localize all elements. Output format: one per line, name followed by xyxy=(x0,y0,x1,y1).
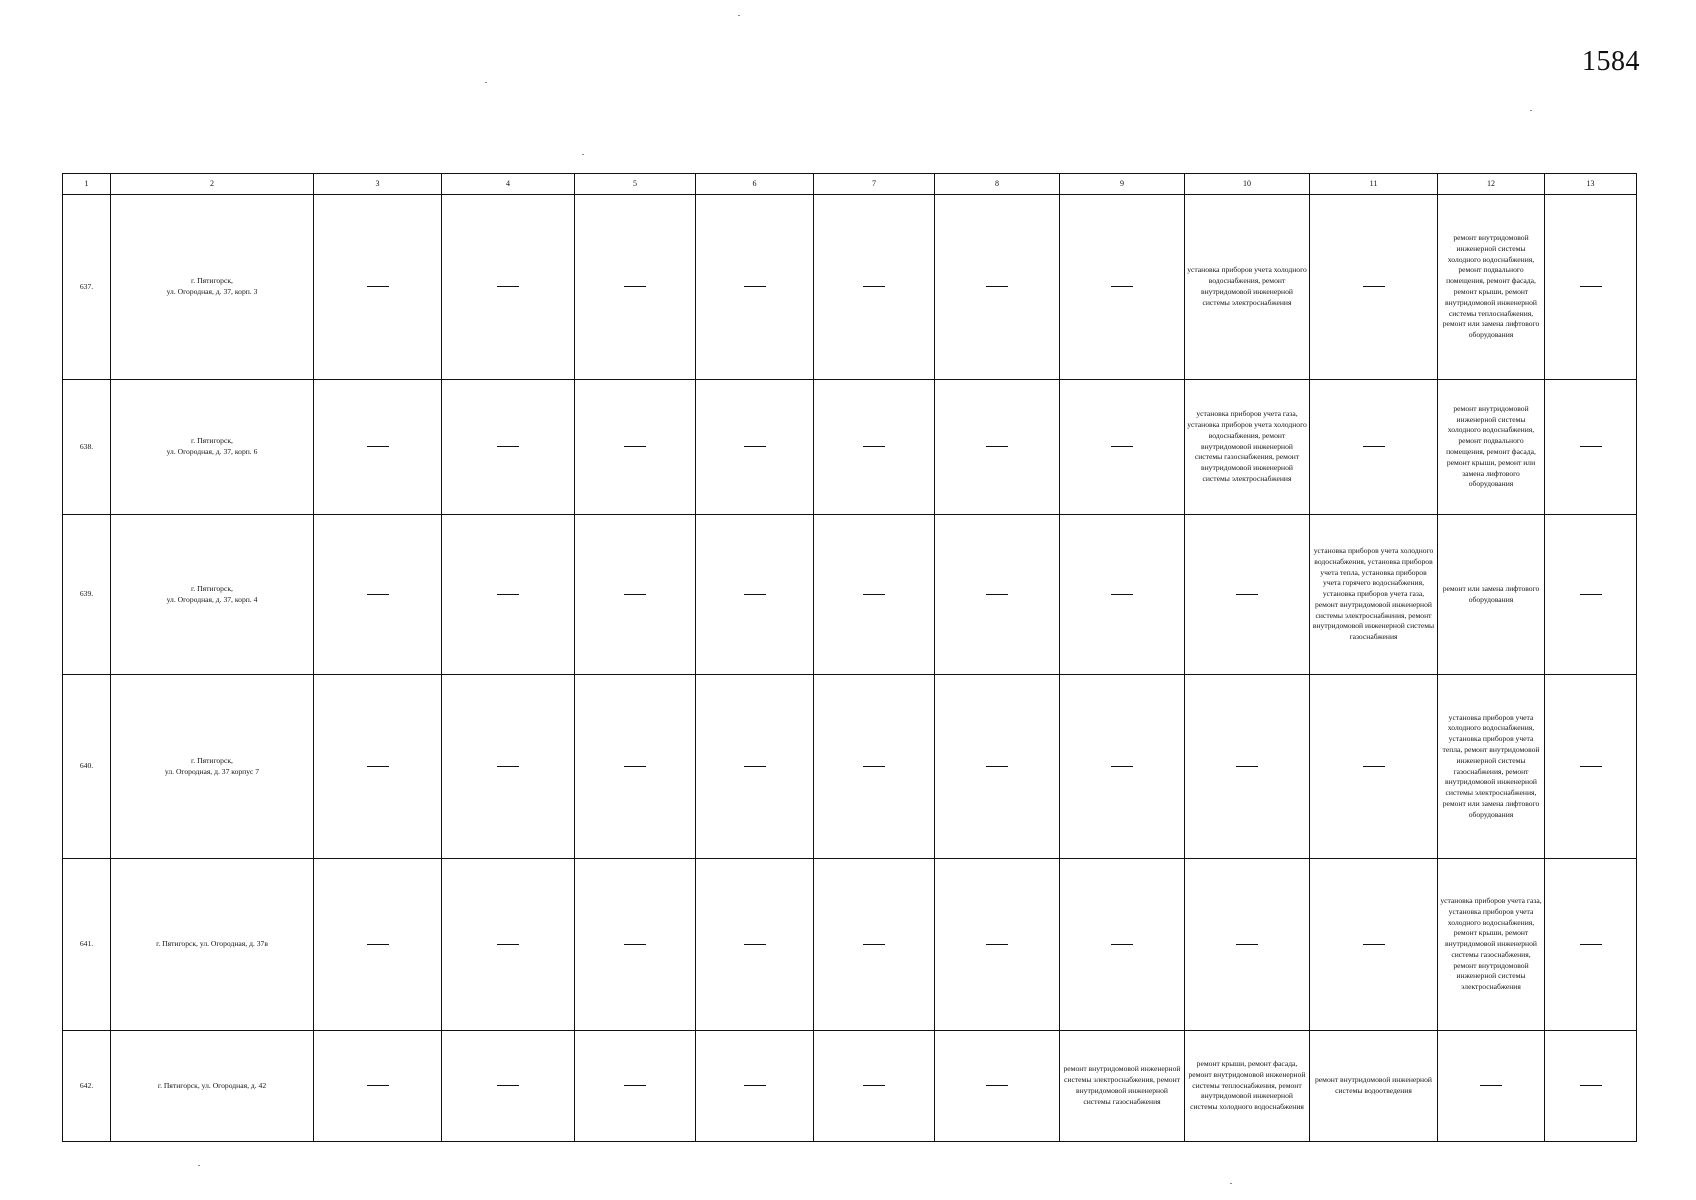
scan-speck xyxy=(738,15,740,16)
column-header: 6 xyxy=(696,174,814,195)
table-row xyxy=(63,515,1637,675)
row-number: 642. xyxy=(63,1031,111,1142)
column-header: 3 xyxy=(314,174,442,195)
dash-mark xyxy=(863,446,885,447)
empty-cell xyxy=(935,859,1060,1031)
empty-cell xyxy=(442,859,575,1031)
empty-cell xyxy=(442,675,575,859)
dash-mark xyxy=(863,944,885,945)
column-number-row xyxy=(63,174,1637,195)
dash-mark xyxy=(986,1085,1008,1086)
column-header: 11 xyxy=(1310,174,1438,195)
dash-mark xyxy=(624,594,646,595)
empty-cell xyxy=(1060,515,1185,675)
dash-mark xyxy=(744,594,766,595)
address-cell xyxy=(111,515,314,675)
dash-mark xyxy=(744,286,766,287)
empty-cell xyxy=(1060,380,1185,515)
dash-mark xyxy=(1111,286,1133,287)
row-number: 638. xyxy=(63,380,111,515)
empty-cell xyxy=(1545,515,1637,675)
empty-cell xyxy=(1060,859,1185,1031)
row-number: 639. xyxy=(63,515,111,675)
empty-cell xyxy=(814,380,935,515)
dash-mark xyxy=(1580,766,1602,767)
dash-mark xyxy=(986,446,1008,447)
empty-cell xyxy=(696,380,814,515)
empty-cell xyxy=(696,515,814,675)
dash-mark xyxy=(497,766,519,767)
dash-mark xyxy=(1111,766,1133,767)
address-cell xyxy=(111,195,314,380)
dash-mark xyxy=(624,944,646,945)
column-header: 5 xyxy=(575,174,696,195)
row-number: 640. xyxy=(63,675,111,859)
empty-cell xyxy=(814,195,935,380)
row-number: 641. xyxy=(63,859,111,1031)
dash-mark xyxy=(863,286,885,287)
empty-cell xyxy=(575,675,696,859)
dash-mark xyxy=(1580,944,1602,945)
empty-cell xyxy=(935,195,1060,380)
empty-cell xyxy=(575,515,696,675)
empty-cell xyxy=(442,1031,575,1142)
dash-mark xyxy=(624,1085,646,1086)
empty-cell xyxy=(696,195,814,380)
dash-mark xyxy=(1111,446,1133,447)
empty-cell xyxy=(575,195,696,380)
work-cell: ремонт внутридомовой инженерной системы водоотведения xyxy=(1310,1031,1438,1142)
work-cell: установка приборов учета холодного водоснабжения, ремонт внутридомовой инженерной системы электроснабжения xyxy=(1185,195,1310,380)
dash-mark xyxy=(497,944,519,945)
address-line: г. Пятигорск, xyxy=(191,436,233,446)
dash-mark xyxy=(497,594,519,595)
address-line: г. Пятигорск, xyxy=(191,755,233,765)
empty-cell xyxy=(935,515,1060,675)
dash-mark xyxy=(986,766,1008,767)
dash-mark xyxy=(863,1085,885,1086)
dash-mark xyxy=(1363,286,1385,287)
dash-mark xyxy=(1363,446,1385,447)
dash-mark xyxy=(744,446,766,447)
empty-cell xyxy=(1545,675,1637,859)
empty-cell xyxy=(935,1031,1060,1142)
dash-mark xyxy=(1111,944,1133,945)
work-cell: ремонт внутридомовой инженерной системы электроснабжения, ремонт внутридомовой инженерной системы газоснабжения xyxy=(1060,1031,1185,1142)
column-header: 9 xyxy=(1060,174,1185,195)
empty-cell xyxy=(696,675,814,859)
dash-mark xyxy=(367,446,389,447)
address-line: ул. Огородная, д. 37 корпус 7 xyxy=(164,766,260,776)
empty-cell xyxy=(442,515,575,675)
empty-cell xyxy=(1545,1031,1637,1142)
dash-mark xyxy=(1580,446,1602,447)
empty-cell xyxy=(1060,675,1185,859)
dash-mark xyxy=(367,944,389,945)
empty-cell xyxy=(1310,859,1438,1031)
dash-mark xyxy=(986,286,1008,287)
empty-cell xyxy=(1185,515,1310,675)
page-number: 1584 xyxy=(1582,46,1640,77)
empty-cell xyxy=(814,859,935,1031)
dash-mark xyxy=(367,1085,389,1086)
dash-mark xyxy=(744,944,766,945)
dash-mark xyxy=(1580,1085,1602,1086)
dash-mark xyxy=(624,766,646,767)
work-cell: ремонт внутридомовой инженерной системы холодного водоснабжения, ремонт подвального помещения, ремонт фасада, ремонт крыши, ремонт или замена лифтового оборудования xyxy=(1438,380,1545,515)
column-header: 4 xyxy=(442,174,575,195)
address-cell xyxy=(111,675,314,859)
empty-cell xyxy=(314,1031,442,1142)
address-line: г. Пятигорск, xyxy=(191,583,233,593)
address-line: ул. Огородная, д. 37, корп. 4 xyxy=(166,594,258,604)
empty-cell xyxy=(314,195,442,380)
work-cell: установка приборов учета газа, установка приборов учета холодного водоснабжения, ремонт крыши, ремонт внутридомовой инженерной системы газоснабжения, ремонт внутридомовой инженерной системы электроснабжения xyxy=(1438,859,1545,1031)
address-line: г. Пятигорск, ул. Огородная, д. 42 xyxy=(157,1080,267,1090)
dash-mark xyxy=(497,286,519,287)
table-row xyxy=(63,195,1637,380)
empty-cell xyxy=(442,380,575,515)
empty-cell xyxy=(575,380,696,515)
address-cell xyxy=(111,1031,314,1142)
work-cell: установка приборов учета холодного водоснабжения, установка приборов учета тепла, ремонт внутридомовой инженерной системы газоснабжения, ремонт внутридомовой инженерной системы электроснабжения, ремонт или замена лифтового оборудования xyxy=(1438,675,1545,859)
scan-speck xyxy=(1230,1183,1232,1184)
dash-mark xyxy=(986,944,1008,945)
empty-cell xyxy=(314,515,442,675)
address-cell xyxy=(111,859,314,1031)
dash-mark xyxy=(1580,286,1602,287)
work-cell: ремонт или замена лифтового оборудования xyxy=(1438,515,1545,675)
empty-cell xyxy=(814,675,935,859)
scan-speck xyxy=(1530,110,1532,111)
empty-cell xyxy=(1310,380,1438,515)
dash-mark xyxy=(1580,594,1602,595)
dash-mark xyxy=(986,594,1008,595)
scan-speck xyxy=(198,1165,200,1166)
empty-cell xyxy=(314,380,442,515)
dash-mark xyxy=(863,594,885,595)
empty-cell xyxy=(1310,675,1438,859)
dash-mark xyxy=(1236,594,1258,595)
column-header: 2 xyxy=(111,174,314,195)
dash-mark xyxy=(497,446,519,447)
dash-mark xyxy=(863,766,885,767)
empty-cell xyxy=(1310,195,1438,380)
address-cell xyxy=(111,380,314,515)
address-line: ул. Огородная, д. 37, корп. 3 xyxy=(166,287,258,296)
column-header: 8 xyxy=(935,174,1060,195)
empty-cell xyxy=(575,1031,696,1142)
work-cell: ремонт внутридомовой инженерной системы холодного водоснабжения, ремонт подвального помещения, ремонт фасада, ремонт крыши, ремонт внутридомовой инженерной системы теплоснабжения, ремонт или замена лифтового оборудования xyxy=(1438,195,1545,380)
repair-register-table xyxy=(62,173,1637,1142)
dash-mark xyxy=(367,766,389,767)
empty-cell xyxy=(935,675,1060,859)
table-row xyxy=(63,859,1637,1031)
empty-cell xyxy=(1545,380,1637,515)
empty-cell xyxy=(1545,859,1637,1031)
column-header: 13 xyxy=(1545,174,1637,195)
empty-cell xyxy=(1060,195,1185,380)
empty-cell xyxy=(314,859,442,1031)
dash-mark xyxy=(497,1085,519,1086)
column-header: 7 xyxy=(814,174,935,195)
work-cell: установка приборов учета газа, установка приборов учета холодного водоснабжения, ремонт внутридомовой инженерной системы газоснабжения, ремонт внутридомовой инженерной системы электроснабжения xyxy=(1185,380,1310,515)
empty-cell xyxy=(1185,675,1310,859)
dash-mark xyxy=(624,446,646,447)
address-line: г. Пятигорск, xyxy=(191,276,233,286)
scan-speck xyxy=(485,82,487,83)
dash-mark xyxy=(367,594,389,595)
empty-cell xyxy=(442,195,575,380)
dash-mark xyxy=(1236,944,1258,945)
empty-cell xyxy=(575,859,696,1031)
empty-cell xyxy=(696,859,814,1031)
scan-speck xyxy=(582,154,584,155)
dash-mark xyxy=(1363,766,1385,767)
table-row xyxy=(63,1031,1637,1142)
column-header: 12 xyxy=(1438,174,1545,195)
dash-mark xyxy=(1111,594,1133,595)
dash-mark xyxy=(1236,766,1258,767)
empty-cell xyxy=(1185,859,1310,1031)
work-cell: установка приборов учета холодного водоснабжения, установка приборов учета тепла, установка приборов учета горячего водоснабжения, установка приборов учета газа, ремонт внутридомовой инженерной системы электроснабжения, ремонт внутридомовой инженерной системы газоснабжения xyxy=(1310,515,1438,675)
empty-cell xyxy=(935,380,1060,515)
row-number: 637. xyxy=(63,195,111,380)
column-header: 1 xyxy=(63,174,111,195)
empty-cell xyxy=(314,675,442,859)
column-header: 10 xyxy=(1185,174,1310,195)
empty-cell xyxy=(1438,1031,1545,1142)
empty-cell xyxy=(814,1031,935,1142)
address-line: ул. Огородная, д. 37, корп. 6 xyxy=(166,447,258,456)
dash-mark xyxy=(1480,1085,1502,1086)
dash-mark xyxy=(367,286,389,287)
work-cell: ремонт крыши, ремонт фасада, ремонт внутридомовой инженерной системы теплоснабжения, ремонт внутридомовой инженерной системы холодного водоснабжения xyxy=(1185,1031,1310,1142)
empty-cell xyxy=(1545,195,1637,380)
dash-mark xyxy=(744,766,766,767)
table-row xyxy=(63,675,1637,859)
dash-mark xyxy=(1363,944,1385,945)
address-line: г. Пятигорск, ул. Огородная, д. 37в xyxy=(156,939,268,949)
table-row xyxy=(63,380,1637,515)
empty-cell xyxy=(696,1031,814,1142)
dash-mark xyxy=(744,1085,766,1086)
empty-cell xyxy=(814,515,935,675)
dash-mark xyxy=(624,286,646,287)
